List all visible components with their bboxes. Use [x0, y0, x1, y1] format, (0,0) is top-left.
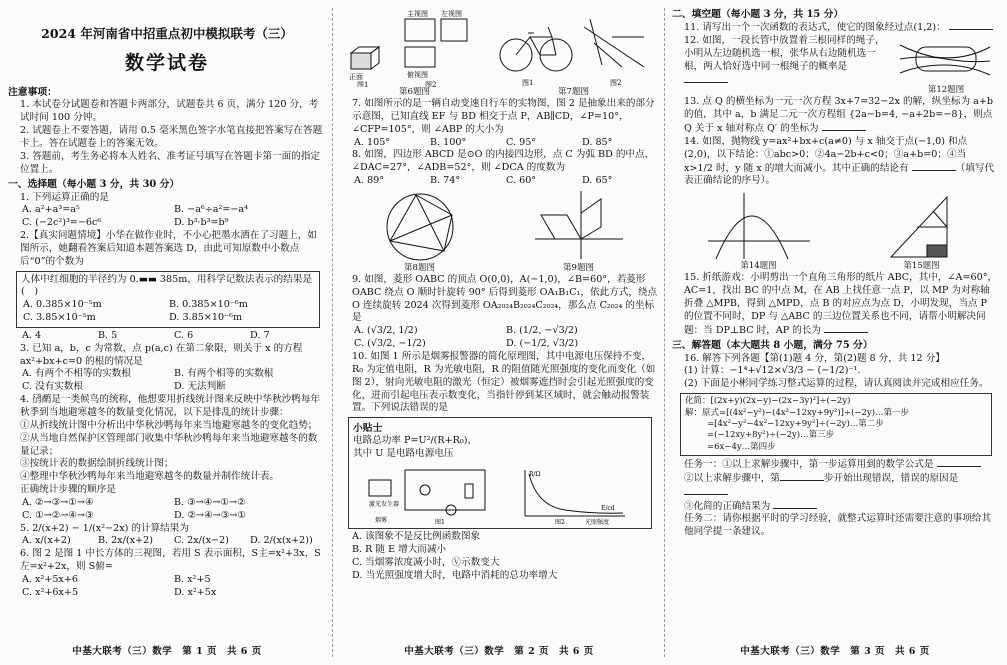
- bicycle-diagram: [494, 7, 654, 87]
- student-work-box: [680, 393, 992, 456]
- option: B. 0.385×10⁻⁶m: [169, 299, 248, 311]
- fig-2-label: 图2: [555, 519, 565, 527]
- option: C. 当烟雾浓度减小时，Ⓥ示数变大: [352, 556, 500, 568]
- notice-item: 1. 本试卷分试题卷和答题卡两部分，试题卷共 6 页，满分 120 分，考试时间 100 分钟。: [20, 99, 319, 124]
- front-label: 正面: [348, 72, 363, 81]
- figure-8: [372, 189, 468, 274]
- question-2-options: [8, 330, 326, 343]
- question-text: 13. 点 Q 的横坐标为一元一次方程 3x+7=32−2x 的解，纵坐标为 a+b 的值，其中 a，b 满足二元一次方程组 {2a−b=4, −a+2b=−8}，则点 Q 关于 x 轴对称点 Q′ 的坐标为: [684, 96, 994, 135]
- answer-blank: [824, 324, 868, 333]
- tube-diagram: [894, 35, 998, 85]
- question-6: 6. 图 2 是图 1 中长方体的三视图，若用 S 表示面积，S主=x²+3x，S左=x²+2x，则 S俯=: [20, 548, 321, 573]
- smoke-label: 烟雾: [375, 517, 388, 525]
- question-5-options: [8, 535, 326, 548]
- figure-9: [531, 189, 627, 274]
- question-8-options: [340, 175, 658, 188]
- option: A. 105°: [354, 136, 391, 148]
- option: A. a²+a³=a⁵: [22, 204, 80, 216]
- option: A. 0.385×10⁻⁵m: [23, 299, 102, 311]
- e-label: E/cd: [601, 505, 615, 513]
- notice-item: 3. 答题前，考生务必将本人姓名、准考证号填写在答题卡第一面的指定位置上。: [20, 150, 321, 175]
- page-footer: 中基大联考（三）数学 第 2 页 共 6 页: [404, 646, 594, 658]
- laser-label: 激光发生器: [369, 501, 400, 509]
- ink-stain-box: [16, 271, 320, 328]
- page-footer: 中基大联考（三）数学 第 3 页 共 6 页: [740, 646, 930, 658]
- step: ③按统计表的数据绘制折线统计图；: [20, 458, 174, 470]
- work-line: 解：原式=[(4x²−y²)−(4x²−12xy+9y²)]÷(−2y)…第一步: [685, 407, 910, 418]
- fig-1-label: 图1: [521, 78, 533, 87]
- option: A. x/(x+2): [22, 535, 71, 547]
- work-line: =6x−4y…第四步: [707, 441, 776, 452]
- option: C. 没有实数根: [22, 381, 84, 393]
- option: B. x²+5: [174, 573, 211, 585]
- step: ④整理中华秋沙鸭每年来当地避寒越冬的数量并制作统计表。: [20, 471, 280, 483]
- figure-row-6-7: [340, 6, 658, 98]
- figure-14: [704, 191, 814, 272]
- circle-diagram: [372, 189, 468, 263]
- answer-blank: [773, 500, 817, 509]
- question-7-options: [340, 137, 658, 150]
- question-4: 4. 鸻鹬是一类候鸟的统称，他想要用折线统计图来反映中华秋沙鸭每年秋季到当地避寒越冬的数量变化情况，以下是排乱的统计步骤：: [20, 394, 321, 419]
- main-view-label: 主视图: [406, 9, 428, 18]
- question-16-part-1: (1) 计算：−1⁴+√12×√3/3 − (−1/2)⁻¹.: [684, 365, 861, 377]
- top-view-label: 俯视图: [406, 70, 428, 79]
- answer-blank: [822, 122, 866, 131]
- option: C. 60°: [506, 175, 537, 187]
- exam-title: 2024 年河南省中招重点初中模拟联考（三）: [41, 26, 293, 41]
- figure-row-14-15: [672, 188, 998, 272]
- question-4-options: [8, 497, 326, 523]
- work-line: =[4x²−y²−4x²−12xy+9y²]÷(−2y)…第二步: [707, 418, 884, 429]
- option: D. ②→④→③→①: [174, 509, 246, 521]
- question-text: （填写代表正确结论的序号）。: [684, 162, 995, 187]
- answer-blank: [937, 458, 981, 467]
- box-line: 人体中红细胞的半径约为 0.▬▬ 385m，用科学记数法表示的结果是( ): [21, 273, 313, 298]
- option: D. 85°: [582, 136, 613, 148]
- option: C. (√3/2, −1/2): [354, 338, 426, 350]
- option: B. 74°: [430, 175, 461, 187]
- work-line: =(−12xy+8y²)÷(−2y)…第三步: [707, 430, 835, 441]
- page-2-column: [340, 6, 658, 661]
- left-view-label: 左视图: [440, 9, 462, 18]
- task-text: 步开始出现错误，错误的原因是: [823, 472, 959, 484]
- answer-blank: [780, 472, 824, 481]
- question-text: 15. 折纸游戏：小明剪出一个直角三角形的纸片 ABC，其中，∠A=60°，AC=1，找出 BC 的中点 M，在 AB 上找任意一点 P，以 MP 为对称轴折叠 △MPB，得到 △MPD，点 B 的对应点为点 D，小明发现，当点 P 的位置不同时，DP 与 △ABC 的三边位置关系也不同，请帮小明解决问题：当 DP⊥BC 时，AP 的长为: [684, 272, 998, 336]
- option: C. 3.85×10⁻⁵m: [23, 312, 96, 324]
- option: D. 3.85×10⁻⁶m: [169, 312, 243, 324]
- parabola-diagram: [704, 191, 814, 261]
- question-text: 14. 如图，抛物线 y=ax²+bx+c(a≠0) 与 x 轴交于点(−1,0) 和点(2,0)，以下结论：①abc>0；②4a−2b+c<0；③a+b=0；④当 x>1/2 时，y 随 x 的增大而减小。其中正确的结论有: [684, 135, 968, 174]
- page-footer: 中基大联考（三）数学 第 1 页 共 6 页: [72, 646, 262, 658]
- figure-15: [877, 191, 967, 272]
- question-16-part-2: (2) 下面是小彬同学练习整式运算的过程，请认真阅读并完成相应任务。: [684, 378, 989, 390]
- option: B. R 随 E 增大而减小: [352, 544, 447, 556]
- page-3-column: [672, 6, 998, 661]
- question-text: 11. 请写出一个一次函数的表达式，使它的图象经过点(1,2)：: [684, 22, 946, 34]
- option: A. ②→③→①→④: [22, 496, 94, 508]
- task-text: 任务一：①以上求解步骤中，第一步运算用到的数学公式是: [684, 459, 934, 470]
- three-view-diagram: [345, 7, 485, 87]
- question-8: 8. 如图，四边形 ABCD 是⊙O 的内接四边形，点 C 为弧 BD 的中点，∠DAC=27°，∠ADB=52°，则 ∠DCA 的度数为: [352, 149, 655, 174]
- option: A. (√3/2, 1/2): [354, 325, 418, 337]
- option: A. 89°: [354, 175, 385, 187]
- option: D. 无法判断: [174, 381, 226, 393]
- column-divider: [332, 8, 333, 657]
- option: C. ①→②→④→③: [22, 509, 94, 521]
- option: D. 7: [250, 329, 270, 341]
- exam-subtitle: 数学试卷: [124, 51, 209, 74]
- figure-7: [494, 7, 654, 98]
- y-axis-label: R/Ω: [529, 471, 541, 479]
- order-prompt: 正确统计步骤的顺序是: [20, 484, 116, 496]
- option: A. 4: [22, 329, 42, 341]
- question-12-block: [672, 35, 998, 96]
- figure-caption: 第15题图: [903, 260, 940, 271]
- task-text: ③化简的正确结果为: [684, 500, 771, 512]
- task-1-b: [672, 472, 998, 500]
- figure-6: [345, 7, 485, 98]
- tip-box: [348, 417, 652, 529]
- figure-caption: 第7题图: [558, 86, 589, 97]
- x-axis-label: 光照强度: [585, 519, 610, 527]
- figure-row-8-9: [340, 188, 658, 274]
- question-10: 10. 如图 1 所示是烟雾报警器的简化原理图，其中电源电压保持不变，R₀ 为定值电阻，R 为光敏电阻，R 的阻值随光照强度的变化而变化（如图 2），射向光敏电阻的激光（恒定）被烟雾遮挡时会引起光照强度的变化，进而引起电压表示数变化，当指针停到某区域时，就会触动报警装置。下列说法错误的是: [352, 350, 656, 414]
- work-line: 化简：[(2x+y)(2x−y)−(2x−3y)²]÷(−2y): [685, 396, 851, 407]
- figure-caption: 第6题图: [399, 86, 430, 97]
- question-12: [672, 35, 894, 96]
- option: D. 2/(x(x+2)): [250, 535, 313, 547]
- fig-2-label: 图2: [609, 78, 621, 87]
- option: B. 2x/(x+2): [98, 535, 153, 547]
- question-7: 7. 如图所示的是一辆自动变速自行车的实物图，图 2 是抽象出来的部分示意图，已知直线 EF 与 BD 相交于点 P，AB∥CD，∠P=10°，∠CFP=105°，则 ∠ABP 的大小为: [352, 98, 655, 135]
- option: B. ③→④→①→②: [174, 496, 246, 508]
- step: ①从折线统计图中分析出中华秋沙鸭每年来当地避寒越冬的变化趋势；: [20, 419, 318, 431]
- task-1-c: [672, 500, 998, 514]
- figure-caption: 第12题图: [927, 84, 965, 95]
- notice-item: 2. 试题卷上不要答题，请用 0.5 毫米黑色签字水笔直接把答案写在答题卡上。答在试题卷上的答案无效。: [20, 125, 323, 149]
- answer-blank: [912, 162, 956, 171]
- task-text: ②以上求解步骤中，第: [684, 472, 780, 484]
- task-2: 任务二：请你根据平时的学习经验，就整式运算时还需要注意的事项给其他同学提一条建议。: [684, 513, 991, 538]
- question-9-options: [340, 325, 658, 351]
- fig-1-label: 图1: [435, 519, 445, 527]
- question-5: 5. 2/(x+2) − 1/(x²−2x) 的计算结果为: [20, 522, 189, 534]
- notice-heading: 注意事项：: [8, 87, 57, 99]
- question-14: [672, 136, 998, 188]
- option: C. 6: [174, 329, 194, 341]
- rhombus-diagram: [531, 189, 627, 263]
- option: B. 有两个相等的实数根: [174, 368, 274, 380]
- answer-blank: [684, 486, 728, 495]
- question-1-options: [8, 204, 326, 230]
- section-heading: 二、填空题（每小题 3 分，共 15 分）: [672, 9, 844, 20]
- tip-note: 其中 U 是电路电源电压: [353, 448, 454, 460]
- question-16: 16. 解答下列各题【第(1)题 4 分，第(2)题 8 分，共 12 分】: [684, 352, 945, 364]
- question-text: 12. 如图，一段长管中放置着三根同样的绳子，小明从左边随机选一根，张华从右边随机选一根，两人恰好选中同一根绳子的概率是: [684, 34, 885, 72]
- option: D. 65°: [582, 175, 613, 187]
- figure-12: [894, 35, 998, 96]
- fig-2-label: 图2: [424, 80, 436, 87]
- option: C. (−2c²)³=−6c⁶: [22, 217, 102, 229]
- option: C. 2x/(x−2): [174, 535, 229, 547]
- question-3: 3. 已知 a，b，c 为常数，点 p(a,c) 在第二象限，则关于 x 的方程 ax²+bx+c=0 的根的情况是: [20, 342, 303, 367]
- option: B. 5: [98, 329, 118, 341]
- figure-caption: 第14题图: [740, 260, 777, 271]
- answer-blank: [949, 21, 993, 30]
- option: D. b³·b³=b⁹: [174, 217, 229, 229]
- triangle-fold-diagram: [877, 191, 967, 261]
- option: B. 100°: [430, 136, 467, 148]
- tip-heading: 小贴士: [353, 423, 383, 435]
- question-6-options: [8, 574, 326, 600]
- tip-formula: 电路总功率 P=U²/(R+R₀)，: [353, 435, 478, 447]
- option: D. (−1/2, √3/2): [506, 338, 579, 350]
- question-1: 1. 下列运算正确的是: [20, 191, 109, 203]
- step: ②从当地自然保护区管理部门收集中华秋沙鸭每年来当地避寒越冬的数量记录；: [20, 432, 318, 457]
- question-13: [672, 96, 998, 136]
- circuit-and-graph: [365, 466, 645, 526]
- option: A. x²+5x+6: [22, 573, 78, 585]
- option: B. −a⁶÷a²=−a⁴: [174, 204, 249, 216]
- column-divider: [664, 8, 665, 657]
- question-15: [672, 272, 998, 337]
- option: A. 有两个不相等的实数根: [22, 368, 131, 380]
- figure-caption: 第9题图: [563, 262, 594, 273]
- figure-caption: 第8题图: [404, 262, 435, 273]
- section-heading: 一、选择题（每小题 3 分，共 30 分）: [8, 179, 180, 191]
- option: D. 当光照强度增大时，电路中消耗的总功率增大: [352, 569, 558, 581]
- fig-1-label: 图1: [356, 80, 368, 87]
- option: C. 95°: [506, 136, 537, 148]
- option: A. 该图象不是反比例函数图象: [352, 531, 481, 543]
- option: D. x²+5x: [174, 586, 217, 598]
- section-heading: 三、解答题（本大题共 8 小题，满分 75 分）: [672, 340, 873, 352]
- option: B. (1/2, −√3/2): [506, 325, 578, 337]
- question-11: [672, 21, 998, 35]
- option: C. x²+6x+5: [22, 586, 79, 598]
- answer-blank: [684, 74, 728, 83]
- question-3-options: [8, 368, 326, 394]
- task-1-a: [672, 458, 998, 472]
- question-9: 9. 如图，菱形 OABC 的顶点 O(0,0)，A(−1,0)，∠B=60°，若菱形 OABC 绕点 O 顺时针旋转 90° 后得到菱形 OA₁B₁C₁，依此方式，绕点 O 连续旋转 2024 次得到菱形 OA₂₀₂₄B₂₀₂₄C₂₀₂₄，那么点 C₂₀₂₄ 的坐标是: [352, 273, 658, 324]
- page-1-column: [8, 6, 326, 661]
- question-2: 2.【真实问题情境】小华在做作业时，不小心把墨水洒在了习题上，如图所示，她翻看答案后知道本题答案选 D，由此可知原数中小数点后“0”的个数为: [20, 230, 317, 267]
